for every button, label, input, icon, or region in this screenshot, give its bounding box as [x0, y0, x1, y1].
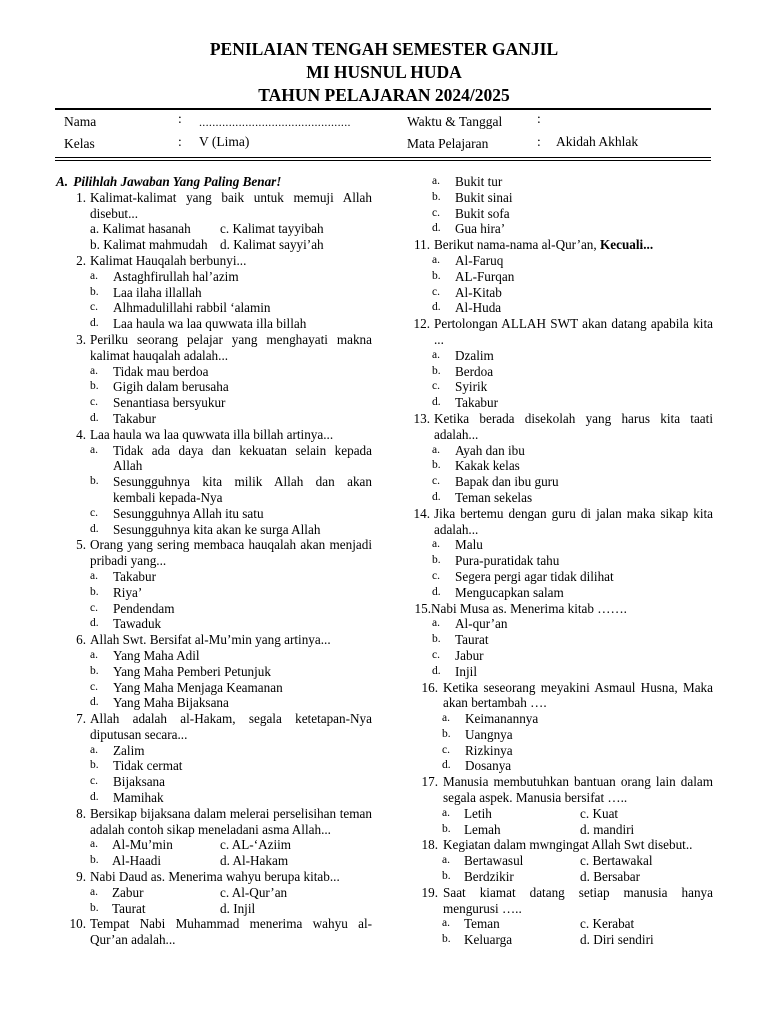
option-c[interactable]: [52, 774, 372, 790]
question-number: 19.: [421, 884, 438, 900]
option-b[interactable]: [52, 758, 372, 774]
option-b[interactable]: [52, 664, 372, 680]
option-a[interactable]: [90, 885, 220, 901]
option-text: Berdoa: [455, 363, 494, 379]
option-text: Lemah: [464, 821, 501, 837]
option-letter: c.: [90, 396, 98, 409]
option-text: Bukit tur: [455, 174, 503, 189]
option-a[interactable]: [402, 443, 713, 459]
option-letter: b.: [442, 870, 451, 883]
option-text: Gua hira’: [455, 221, 506, 237]
question-number: 9.: [76, 869, 86, 885]
option-text: Kakak kelas: [455, 458, 520, 474]
option-letter: c.: [432, 648, 440, 661]
option-d[interactable]: [402, 395, 713, 411]
option-letter: c.: [90, 680, 98, 693]
question-text: Allah Swt. Bersifat al-Mu’min yang artinya...: [90, 632, 331, 648]
option-a[interactable]: [442, 916, 580, 932]
option-text: Riya’: [113, 584, 143, 600]
waktu-colon: :: [537, 111, 541, 126]
question-text: Jika bertemu dengan guru di jalan maka sikap kita adalah...: [434, 505, 713, 537]
question-5: [52, 537, 372, 569]
option-text: Takabur: [455, 395, 499, 411]
option-d[interactable]: d. mandiri: [580, 821, 635, 837]
option-text: Laa ilaha illallah: [113, 284, 202, 300]
option-text: Bertawasul: [464, 853, 524, 869]
option-letter: a.: [90, 885, 98, 898]
option-text: Mengucapkan salam: [455, 584, 564, 600]
option-letter: c.: [432, 206, 440, 219]
option-text: Injil: [455, 663, 477, 679]
question-number: 13.: [413, 410, 430, 426]
option-d[interactable]: [402, 221, 713, 237]
option-letter: b.: [90, 854, 99, 867]
section-letter: A.: [56, 174, 69, 189]
option-text: Segera pergi agar tidak dilihat: [455, 568, 614, 584]
option-b[interactable]: [442, 869, 580, 885]
option-c[interactable]: [402, 379, 713, 395]
option-a[interactable]: [52, 743, 372, 759]
option-text: Bijaksana: [113, 774, 166, 790]
option-text: Al-Huda: [455, 300, 502, 316]
option-letter: d.: [432, 301, 441, 314]
question-number: 6.: [76, 632, 86, 648]
option-letter: c.: [432, 285, 440, 298]
option-text: Yang Maha Adil: [113, 647, 200, 663]
option-text: Tidak mau berdoa: [113, 363, 209, 379]
header-rule-bottom-1: [55, 157, 711, 158]
option-text: Taurat: [455, 632, 489, 648]
option-a[interactable]: [52, 269, 372, 285]
section-title: Pilihlah Jawaban Yang Paling Benar!: [73, 174, 282, 189]
question-12: [402, 316, 713, 348]
option-letter: a.: [90, 364, 98, 377]
options-row: [52, 885, 372, 901]
question-17: [402, 774, 713, 806]
question-number: 2.: [76, 252, 86, 268]
option-c[interactable]: [402, 648, 713, 664]
option-b[interactable]: [442, 822, 580, 838]
option-letter: c.: [442, 743, 450, 756]
question-number: 12.: [413, 316, 430, 332]
question-number: 16.: [421, 679, 438, 695]
question-text: Nabi Musa as. Menerima kitab …….: [431, 600, 627, 616]
option-b[interactable]: [402, 364, 713, 380]
option-text: Yang Maha Menjaga Keamanan: [113, 679, 283, 695]
option-b[interactable]: [402, 458, 713, 474]
option-text: Takabur: [113, 410, 157, 426]
option-text: Al-Mu’min: [112, 837, 173, 853]
question-number: 10.: [69, 916, 86, 932]
question-text-emphasis: Kecuali...: [600, 237, 654, 253]
option-c[interactable]: c. Bertawakal: [580, 853, 653, 869]
option-letter: a.: [442, 917, 450, 930]
option-c[interactable]: [52, 601, 372, 617]
option-a[interactable]: [402, 537, 713, 553]
option-letter: b.: [90, 759, 99, 772]
option-d[interactable]: [52, 316, 372, 332]
option-text: Jabur: [455, 647, 484, 663]
question-text: Allah adalah al-Hakam, segala ketetapan-Nya diputusan secara...: [90, 711, 372, 742]
question-14: [402, 506, 713, 538]
question-text: Saat kiamat datang setiap manusia hanya mengurusi …..: [443, 884, 713, 916]
options-row: [402, 869, 713, 885]
option-letter: a.: [432, 253, 440, 266]
question-text: Orang yang sering membaca hauqalah akan menjadi pribadi yang...: [90, 537, 372, 569]
section-heading: [52, 174, 372, 190]
option-letter: a.: [432, 617, 440, 630]
option-letter: c.: [90, 301, 98, 314]
option-letter: a.: [442, 854, 450, 867]
option-b[interactable]: [52, 379, 372, 395]
options-row: [52, 901, 372, 917]
option-d[interactable]: [402, 758, 713, 774]
option-letter: d.: [442, 759, 451, 772]
header-rule-top: [55, 108, 711, 110]
question-text: Laa haula wa laa quwwata illa billah artinya...: [90, 426, 334, 442]
option-c[interactable]: [402, 474, 713, 490]
option-text: Gigih dalam berusaha: [113, 379, 229, 395]
option-letter: b.: [432, 364, 441, 377]
exam-title: PENILAIAN TENGAH SEMESTER GANJIL: [209, 39, 559, 59]
option-text: Syirik: [455, 379, 488, 395]
question-6: [52, 632, 372, 648]
option-letter: a.: [432, 175, 440, 187]
question-10: [52, 916, 372, 948]
question-number: 5.: [76, 537, 86, 553]
option-c[interactable]: [402, 285, 713, 301]
option-text: Al-Faruq: [455, 252, 504, 268]
option-text: Tawaduk: [113, 616, 162, 632]
question-text-main: Berikut nama-nama al-Qur’an,: [434, 237, 600, 253]
option-letter: a.: [442, 712, 450, 725]
option-letter: d.: [432, 222, 441, 235]
question-1: [52, 190, 372, 222]
question-15: [402, 601, 713, 617]
questions-right-column: [402, 174, 713, 948]
question-number: 4.: [76, 426, 86, 442]
school-name: MI HUSNUL HUDA: [306, 62, 462, 82]
question-number: 7.: [76, 711, 86, 727]
option-text: Teman sekelas: [455, 489, 533, 505]
question-text: Kalimat-kalimat yang baik untuk memuji Allah disebut...: [90, 189, 372, 221]
option-a[interactable]: [90, 837, 220, 853]
option-text: Laa haula wa laa quwwata illa billah: [113, 316, 307, 332]
option-a[interactable]: [52, 364, 372, 380]
option-letter: b.: [432, 190, 441, 203]
option-letter: b.: [442, 933, 451, 946]
question-2: [52, 253, 372, 269]
option-a[interactable]: [402, 174, 713, 190]
option-text: Bukit sofa: [455, 205, 510, 221]
option-a[interactable]: [402, 253, 713, 269]
option-text: Al-qur’an: [455, 616, 508, 632]
option-d[interactable]: [402, 490, 713, 506]
question-19: [402, 885, 713, 917]
option-d[interactable]: [52, 411, 372, 427]
option-d[interactable]: [402, 585, 713, 601]
question-text: Kalimat Hauqalah berbunyi...: [90, 252, 247, 268]
option-d[interactable]: [52, 695, 372, 711]
option-d[interactable]: d. Kalimat sayyi’ah: [220, 237, 324, 253]
option-b[interactable]: [52, 474, 372, 506]
question-3: [52, 332, 372, 364]
option-letter: b.: [442, 727, 451, 740]
option-letter: c.: [90, 506, 98, 519]
option-a[interactable]: [402, 711, 713, 727]
question-text: Bersikap bijaksana dalam melerai perselisihan teman adalah contoh sikap meneladani asma Allah...: [90, 805, 372, 837]
option-b[interactable]: [402, 727, 713, 743]
waktu-label: Waktu & Tanggal: [407, 114, 503, 129]
option-text: Dosanya: [465, 758, 512, 774]
option-c[interactable]: [402, 569, 713, 585]
question-7: [52, 711, 372, 743]
question-text: Perilku seorang pelajar yang menghayati makna kalimat hauqalah adalah...: [90, 331, 372, 363]
option-letter: d.: [90, 791, 99, 804]
question-text: Ketika berada disekolah yang harus kita taati adalah...: [434, 410, 713, 442]
question-4: [52, 427, 372, 443]
question-number: 1.: [76, 189, 86, 205]
option-d[interactable]: [52, 522, 372, 538]
option-b[interactable]: [402, 190, 713, 206]
question-16: [402, 680, 713, 712]
option-letter: d.: [90, 317, 99, 330]
option-text: Sesungguhnya kita milik Allah dan akan kembali kepada-Nya: [113, 474, 372, 505]
option-text: Al-Haadi: [112, 853, 162, 869]
option-letter: a.: [90, 443, 98, 456]
option-a[interactable]: [402, 348, 713, 364]
option-letter: d.: [90, 411, 99, 424]
option-c[interactable]: c. Kerabat: [580, 916, 635, 932]
questions-left-column: [52, 174, 372, 948]
option-text: Dzalim: [455, 347, 494, 363]
option-letter: a.: [90, 648, 98, 661]
nama-colon: :: [178, 111, 182, 126]
header-rule-bottom-2: [55, 160, 711, 161]
options-row: [52, 853, 372, 869]
question-11: [402, 237, 713, 253]
option-text: Keluarga: [464, 932, 513, 948]
options-row: [402, 806, 713, 822]
option-text: Teman: [464, 916, 500, 932]
option-b[interactable]: [52, 585, 372, 601]
option-letter: b.: [90, 901, 99, 914]
option-letter: b.: [90, 285, 99, 298]
option-b[interactable]: b. Kalimat mahmudah: [90, 237, 208, 253]
option-b[interactable]: [402, 269, 713, 285]
option-text: Yang Maha Pemberi Petunjuk: [113, 663, 271, 679]
options-row: [52, 221, 372, 237]
option-text: Zalim: [113, 742, 145, 758]
question-8: [52, 806, 372, 838]
options-row: [402, 822, 713, 838]
option-letter: b.: [432, 554, 441, 567]
option-text: Malu: [455, 537, 483, 553]
question-number: 18.: [421, 837, 438, 853]
option-letter: b.: [432, 633, 441, 646]
option-a[interactable]: a. Kalimat hasanah: [90, 221, 191, 237]
option-b[interactable]: [52, 285, 372, 301]
option-text: Takabur: [113, 568, 157, 584]
option-letter: c.: [432, 475, 440, 488]
option-text: Letih: [464, 805, 492, 821]
question-number: 17.: [421, 774, 438, 790]
option-letter: b.: [90, 475, 99, 488]
option-text: Bukit sinai: [455, 189, 513, 205]
option-letter: a.: [90, 569, 98, 582]
option-text: Zabur: [112, 884, 144, 900]
question-number: 8.: [76, 805, 86, 821]
option-text: Tidak cermat: [113, 758, 183, 774]
option-letter: a.: [90, 743, 98, 756]
option-c[interactable]: c. AL-‘Aziim: [220, 837, 292, 853]
option-letter: c.: [432, 569, 440, 582]
options-row: [52, 837, 372, 853]
option-text: Pura-puratidak tahu: [455, 553, 560, 569]
option-letter: b.: [90, 664, 99, 677]
question-text: Tempat Nabi Muhammad menerima wahyu al-Qur’an adalah...: [90, 916, 372, 948]
option-text: Alhmadulillahi rabbil ‘alamin: [113, 300, 271, 316]
option-c[interactable]: [52, 506, 372, 522]
question-18: [402, 837, 713, 853]
option-c[interactable]: [52, 300, 372, 316]
option-d[interactable]: [52, 616, 372, 632]
option-text: Berdzikir: [464, 869, 514, 885]
option-d[interactable]: [402, 664, 713, 680]
option-a[interactable]: [442, 853, 580, 869]
question-text: Pertolongan ALLAH SWT akan datang apabila kita ...: [434, 316, 713, 347]
option-text: Ayah dan ibu: [455, 442, 525, 458]
option-d[interactable]: [52, 790, 372, 806]
mapel-value: Akidah Akhlak: [556, 134, 639, 149]
option-text: Mamihak: [113, 790, 164, 806]
option-text: AL-Furqan: [455, 268, 515, 284]
option-b[interactable]: [90, 853, 220, 869]
kelas-label: Kelas: [64, 136, 95, 151]
option-c[interactable]: c. Al-Qur’an: [220, 884, 288, 900]
option-letter: a.: [432, 348, 440, 361]
question-9: [52, 869, 372, 885]
option-d[interactable]: d. Bersabar: [580, 869, 641, 885]
option-letter: b.: [90, 380, 99, 393]
option-b[interactable]: [90, 901, 220, 917]
question-text: [434, 237, 713, 253]
question-number: 11.: [414, 237, 430, 253]
mapel-label: Mata Pelajaran: [407, 136, 489, 151]
option-a[interactable]: [442, 806, 580, 822]
option-d[interactable]: [402, 300, 713, 316]
option-text: Uangnya: [465, 726, 513, 742]
option-letter: c.: [432, 380, 440, 393]
question-text: Kegiatan dalam mwngingat Allah Swt disebut..: [443, 837, 693, 853]
options-row: [402, 916, 713, 932]
option-text: Tidak ada daya dan kekuatan selain kepada Allah: [113, 442, 372, 474]
options-row: [402, 932, 713, 948]
option-a[interactable]: [402, 616, 713, 632]
option-letter: d.: [90, 696, 99, 709]
option-a[interactable]: [52, 648, 372, 664]
nama-label: Nama: [64, 114, 97, 129]
option-letter: a.: [432, 538, 440, 551]
options-row: [402, 853, 713, 869]
question-text: Nabi Daud as. Menerima wahyu berupa kitab...: [90, 869, 340, 885]
kelas-colon: :: [178, 134, 182, 149]
question-number: 15.: [414, 600, 431, 616]
option-a[interactable]: [52, 569, 372, 585]
option-b[interactable]: [442, 932, 580, 948]
option-d[interactable]: d. Injil: [220, 900, 256, 916]
option-letter: a.: [90, 838, 98, 851]
option-letter: a.: [442, 806, 450, 819]
question-number: 14.: [413, 505, 430, 521]
option-text: Astaghfirullah hal’azim: [113, 268, 239, 284]
option-d[interactable]: d. Diri sendiri: [580, 932, 654, 948]
option-d[interactable]: d. Al-Hakam: [220, 853, 289, 869]
option-c[interactable]: [402, 743, 713, 759]
option-c[interactable]: [52, 395, 372, 411]
option-text: Bapak dan ibu guru: [455, 474, 559, 490]
option-text: Rizkinya: [465, 742, 513, 758]
option-letter: d.: [432, 396, 441, 409]
option-letter: c.: [90, 775, 98, 788]
option-text: Taurat: [112, 900, 146, 916]
option-letter: d.: [432, 585, 441, 598]
option-letter: d.: [432, 664, 441, 677]
nama-field[interactable]: ..............................................: [199, 115, 351, 129]
option-letter: c.: [90, 601, 98, 614]
academic-year: TAHUN PELAJARAN 2024/2025: [258, 85, 510, 105]
option-letter: a.: [90, 269, 98, 282]
question-number: 3.: [76, 331, 86, 347]
option-text: Yang Maha Bijaksana: [113, 695, 229, 711]
option-letter: d.: [432, 490, 441, 503]
option-c[interactable]: [52, 680, 372, 696]
option-b[interactable]: [402, 553, 713, 569]
options-row: [52, 237, 372, 253]
option-a[interactable]: [52, 443, 372, 475]
question-text: Ketika seseorang meyakini Asmaul Husna, Maka akan bertambah ….: [443, 679, 713, 711]
question-text: Manusia membutuhkan bantuan orang lain dalam segala aspek. Manusia bersifat …..: [443, 774, 713, 806]
option-letter: b.: [432, 269, 441, 282]
option-letter: b.: [432, 459, 441, 472]
question-13: [402, 411, 713, 443]
option-text: Keimanannya: [465, 711, 539, 727]
option-text: Sesungguhnya Allah itu satu: [113, 505, 264, 521]
option-c[interactable]: c. Kuat: [580, 805, 619, 821]
option-c[interactable]: c. Kalimat tayyibah: [220, 221, 324, 237]
option-text: Sesungguhnya kita akan ke surga Allah: [113, 521, 321, 537]
option-letter: b.: [90, 585, 99, 598]
option-b[interactable]: [402, 632, 713, 648]
option-letter: a.: [432, 443, 440, 456]
option-text: Pendendam: [113, 600, 175, 616]
option-letter: d.: [90, 522, 99, 535]
option-text: Al-Kitab: [455, 284, 502, 300]
mapel-colon: :: [537, 134, 541, 149]
option-letter: b.: [442, 822, 451, 835]
kelas-value: V (Lima): [199, 134, 250, 149]
option-letter: d.: [90, 617, 99, 630]
option-text: Senantiasa bersyukur: [113, 395, 226, 411]
option-c[interactable]: [402, 206, 713, 222]
